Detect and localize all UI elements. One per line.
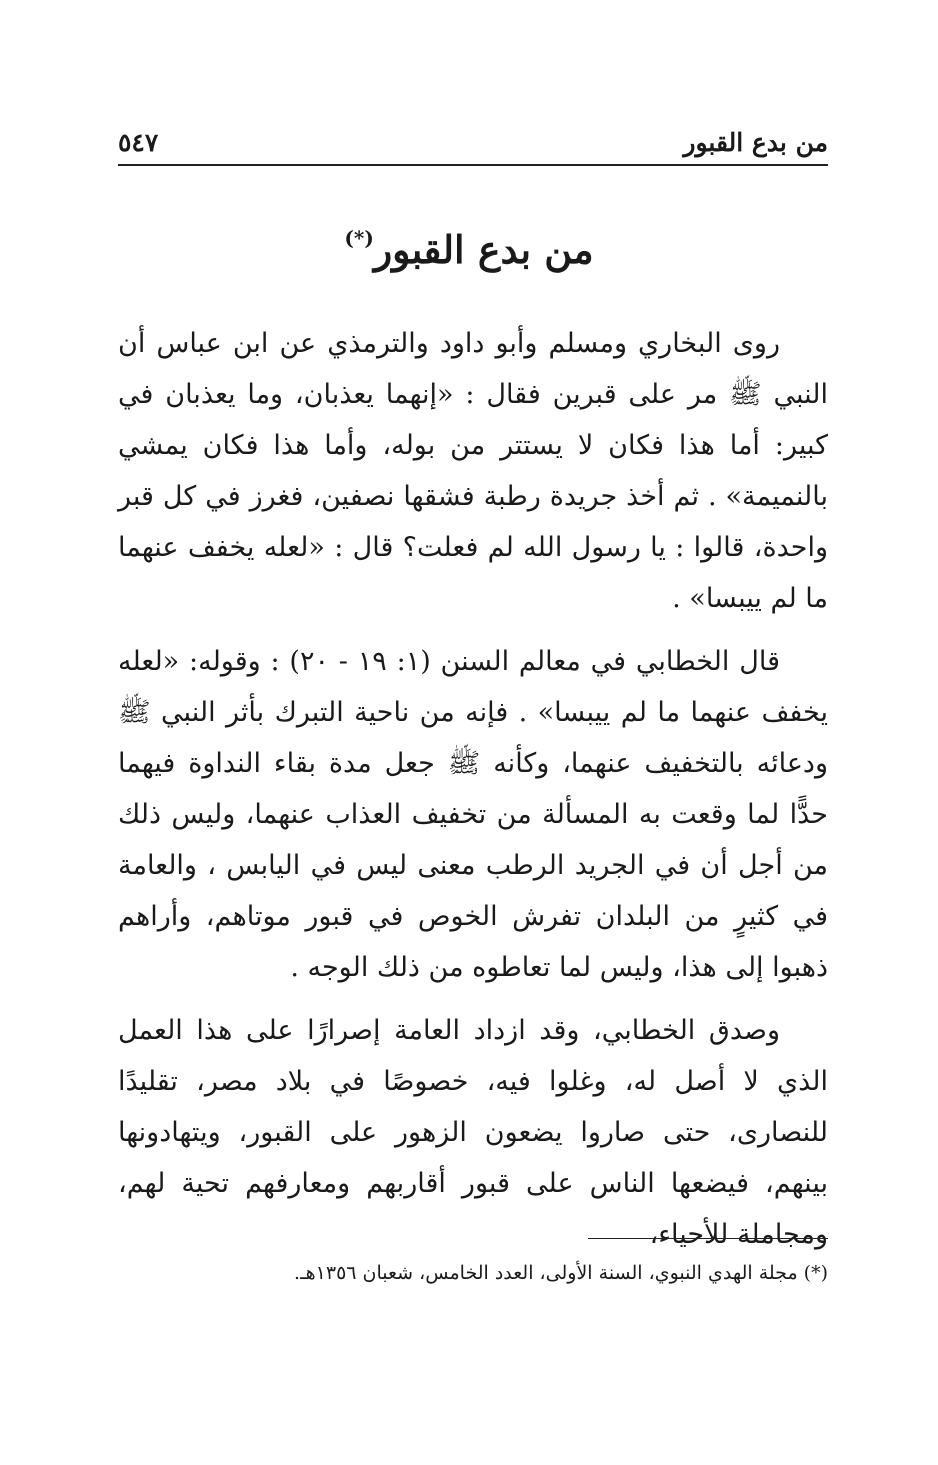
article-title	[0, 226, 938, 272]
page-number: ٥٤٧	[118, 128, 159, 157]
paragraph-2: قال الخطابي في معالم السنن (١: ١٩ - ٢٠) : وقوله: «لعله يخفف عنهما ما لم ييبسا» . فإنه من ناحية التبرك بأثر النبي ﷺ ودعائه بالتخفيف عنهما، وكأنه ﷺ جعل مدة بقاء النداوة فيهما حدًّا لما وقعت به المسألة من تخفيف العذاب عنهما، وليس ذلك من أجل أن في الجريد الرطب معنى ليس في اليابس ، والعامة في كثيرٍ من البلدان تفرش الخوص في قبور موتاهم، وأراهم ذهبوا إلى هذا، وليس لما تعاطوه من ذلك الوجه .	[118, 646, 828, 983]
paragraph-3: وصدق الخطابي، وقد ازداد العامة إصرارًا على هذا العمل الذي لا أصل له، وغلوا فيه، خصوصًا في بلاد مصر، تقليدًا للنصارى، حتى صاروا يضعون الزهور على القبور، ويتهادونها بينهم، فيضعها الناس على قبور أقاربهم ومعارفهم تحية لهم، ومجاملة للأحياء،	[118, 1015, 828, 1250]
title-footnote-marker: (*)	[344, 226, 374, 250]
footnote-divider	[588, 1238, 828, 1239]
article-body	[118, 318, 828, 1272]
paragraph-1: روى البخاري ومسلم وأبو داود والترمذي عن ابن عباس أن النبي ﷺ مر على قبرين فقال : «إنهما يعذبان، وما يعذبان في كبير: أما هذا فكان لا يستتر من بوله، وأما هذا فكان يمشي بالنميمة» . ثم أخذ جريدة رطبة فشقها نصفين، فغرز في كل قبر واحدة، قالوا : يا رسول الله لم فعلت؟ قال : «لعله يخفف عنهما ما لم ييبسا» .	[118, 328, 828, 614]
article-title-text: من بدع القبور	[373, 227, 594, 272]
footnote: (*) مجلة الهدي النبوي، السنة الأولى، العدد الخامس، شعبان ١٣٥٦هـ.	[294, 1262, 828, 1284]
running-title: من بدع القبور	[683, 128, 828, 157]
page-header	[118, 118, 828, 166]
